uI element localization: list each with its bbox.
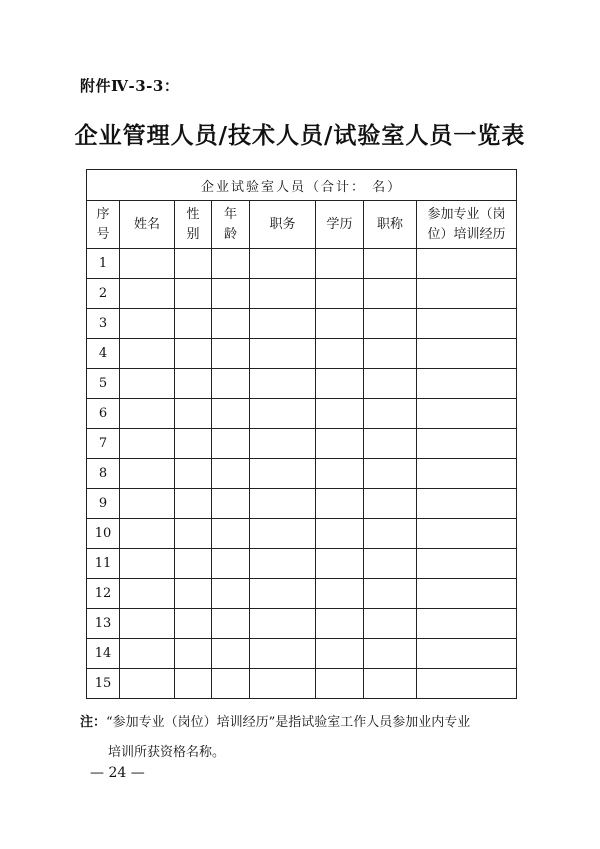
empty-cell xyxy=(120,579,175,609)
empty-cell xyxy=(417,489,517,519)
table-row xyxy=(87,609,517,639)
empty-cell xyxy=(175,459,212,489)
empty-cell xyxy=(120,639,175,669)
table-row xyxy=(87,369,517,399)
table-group-header: 企业试验室人员（合计： 名） xyxy=(87,170,517,201)
row-number: 8 xyxy=(87,459,120,489)
table-body xyxy=(87,249,517,699)
footnote xyxy=(80,708,540,768)
empty-cell xyxy=(364,579,417,609)
column-header: 职务 xyxy=(250,201,316,249)
footnote-text-line2: 培训所获资格名称。 xyxy=(108,745,226,760)
empty-cell xyxy=(175,309,212,339)
empty-cell xyxy=(250,309,316,339)
table-row xyxy=(87,279,517,309)
empty-cell xyxy=(175,369,212,399)
empty-cell xyxy=(316,399,364,429)
empty-cell xyxy=(417,639,517,669)
empty-cell xyxy=(364,639,417,669)
empty-cell xyxy=(212,489,250,519)
empty-cell xyxy=(212,429,250,459)
empty-cell xyxy=(417,309,517,339)
table-row xyxy=(87,309,517,339)
empty-cell xyxy=(175,639,212,669)
page-number: — 24 — xyxy=(90,765,145,781)
empty-cell xyxy=(417,579,517,609)
empty-cell xyxy=(250,459,316,489)
row-number: 6 xyxy=(87,399,120,429)
empty-cell xyxy=(175,279,212,309)
staff-table xyxy=(86,169,517,699)
table-row xyxy=(87,429,517,459)
empty-cell xyxy=(120,489,175,519)
empty-cell xyxy=(212,639,250,669)
empty-cell xyxy=(316,429,364,459)
row-number: 9 xyxy=(87,489,120,519)
empty-cell xyxy=(316,249,364,279)
empty-cell xyxy=(212,549,250,579)
empty-cell xyxy=(120,369,175,399)
empty-cell xyxy=(364,279,417,309)
empty-cell xyxy=(417,279,517,309)
empty-cell xyxy=(316,519,364,549)
empty-cell xyxy=(212,459,250,489)
empty-cell xyxy=(250,249,316,279)
table-row xyxy=(87,549,517,579)
empty-cell xyxy=(364,429,417,459)
row-number: 15 xyxy=(87,669,120,699)
empty-cell xyxy=(175,339,212,369)
empty-cell xyxy=(250,369,316,399)
empty-cell xyxy=(212,609,250,639)
table-row xyxy=(87,489,517,519)
empty-cell xyxy=(364,519,417,549)
empty-cell xyxy=(316,369,364,399)
empty-cell xyxy=(120,609,175,639)
empty-cell xyxy=(120,399,175,429)
empty-cell xyxy=(364,459,417,489)
empty-cell xyxy=(120,459,175,489)
empty-cell xyxy=(417,459,517,489)
empty-cell xyxy=(250,579,316,609)
column-header: 学历 xyxy=(316,201,364,249)
column-header: 性 别 xyxy=(175,201,212,249)
empty-cell xyxy=(250,549,316,579)
empty-cell xyxy=(316,489,364,519)
empty-cell xyxy=(212,369,250,399)
empty-cell xyxy=(417,609,517,639)
table-row xyxy=(87,639,517,669)
empty-cell xyxy=(175,519,212,549)
empty-cell xyxy=(417,669,517,699)
row-number: 7 xyxy=(87,429,120,459)
row-number: 1 xyxy=(87,249,120,279)
row-number: 3 xyxy=(87,309,120,339)
empty-cell xyxy=(364,249,417,279)
empty-cell xyxy=(250,339,316,369)
empty-cell xyxy=(212,309,250,339)
attachment-label: 附件Ⅳ-3-3： xyxy=(80,77,180,95)
empty-cell xyxy=(212,279,250,309)
empty-cell xyxy=(364,399,417,429)
empty-cell xyxy=(417,369,517,399)
column-header: 姓名 xyxy=(120,201,175,249)
empty-cell xyxy=(316,579,364,609)
table-row xyxy=(87,579,517,609)
empty-cell xyxy=(250,519,316,549)
empty-cell xyxy=(175,399,212,429)
empty-cell xyxy=(120,669,175,699)
empty-cell xyxy=(120,429,175,459)
empty-cell xyxy=(175,249,212,279)
empty-cell xyxy=(316,309,364,339)
table-row xyxy=(87,459,517,489)
row-number: 11 xyxy=(87,549,120,579)
empty-cell xyxy=(364,369,417,399)
empty-cell xyxy=(250,639,316,669)
empty-cell xyxy=(120,279,175,309)
row-number: 4 xyxy=(87,339,120,369)
empty-cell xyxy=(212,339,250,369)
empty-cell xyxy=(417,339,517,369)
row-number: 5 xyxy=(87,369,120,399)
empty-cell xyxy=(417,549,517,579)
column-header: 序 号 xyxy=(87,201,120,249)
empty-cell xyxy=(364,339,417,369)
empty-cell xyxy=(212,669,250,699)
empty-cell xyxy=(316,549,364,579)
empty-cell xyxy=(250,609,316,639)
footnote-text-line1: “参加专业（岗位）培训经历”是指试验室工作人员参加业内专业 xyxy=(106,715,471,730)
empty-cell xyxy=(316,279,364,309)
table-row xyxy=(87,669,517,699)
row-number: 12 xyxy=(87,579,120,609)
table-row xyxy=(87,339,517,369)
empty-cell xyxy=(212,579,250,609)
empty-cell xyxy=(417,399,517,429)
empty-cell xyxy=(364,609,417,639)
empty-cell xyxy=(120,519,175,549)
empty-cell xyxy=(316,459,364,489)
empty-cell xyxy=(175,549,212,579)
empty-cell xyxy=(175,579,212,609)
empty-cell xyxy=(175,609,212,639)
table-row xyxy=(87,249,517,279)
empty-cell xyxy=(316,609,364,639)
empty-cell xyxy=(316,339,364,369)
empty-cell xyxy=(212,519,250,549)
empty-cell xyxy=(364,669,417,699)
empty-cell xyxy=(120,549,175,579)
empty-cell xyxy=(250,489,316,519)
empty-cell xyxy=(250,279,316,309)
row-number: 2 xyxy=(87,279,120,309)
empty-cell xyxy=(212,249,250,279)
row-number: 14 xyxy=(87,639,120,669)
empty-cell xyxy=(175,429,212,459)
empty-cell xyxy=(120,339,175,369)
row-number: 13 xyxy=(87,609,120,639)
empty-cell xyxy=(364,549,417,579)
column-header: 职称 xyxy=(364,201,417,249)
column-header-row xyxy=(87,201,517,249)
empty-cell xyxy=(120,309,175,339)
table-row xyxy=(87,399,517,429)
empty-cell xyxy=(175,489,212,519)
empty-cell xyxy=(364,309,417,339)
empty-cell xyxy=(175,669,212,699)
empty-cell xyxy=(250,429,316,459)
empty-cell xyxy=(316,669,364,699)
empty-cell xyxy=(417,249,517,279)
empty-cell xyxy=(364,489,417,519)
empty-cell xyxy=(250,399,316,429)
empty-cell xyxy=(417,519,517,549)
column-header: 参加专业（岗 位）培训经历 xyxy=(417,201,517,249)
footnote-label: 注： xyxy=(80,715,107,730)
page-title: 企业管理人员/技术人员/试验室人员一览表 xyxy=(74,122,526,149)
column-header: 年 龄 xyxy=(212,201,250,249)
empty-cell xyxy=(250,669,316,699)
empty-cell xyxy=(120,249,175,279)
empty-cell xyxy=(316,639,364,669)
empty-cell xyxy=(417,429,517,459)
table-row xyxy=(87,519,517,549)
empty-cell xyxy=(212,399,250,429)
row-number: 10 xyxy=(87,519,120,549)
